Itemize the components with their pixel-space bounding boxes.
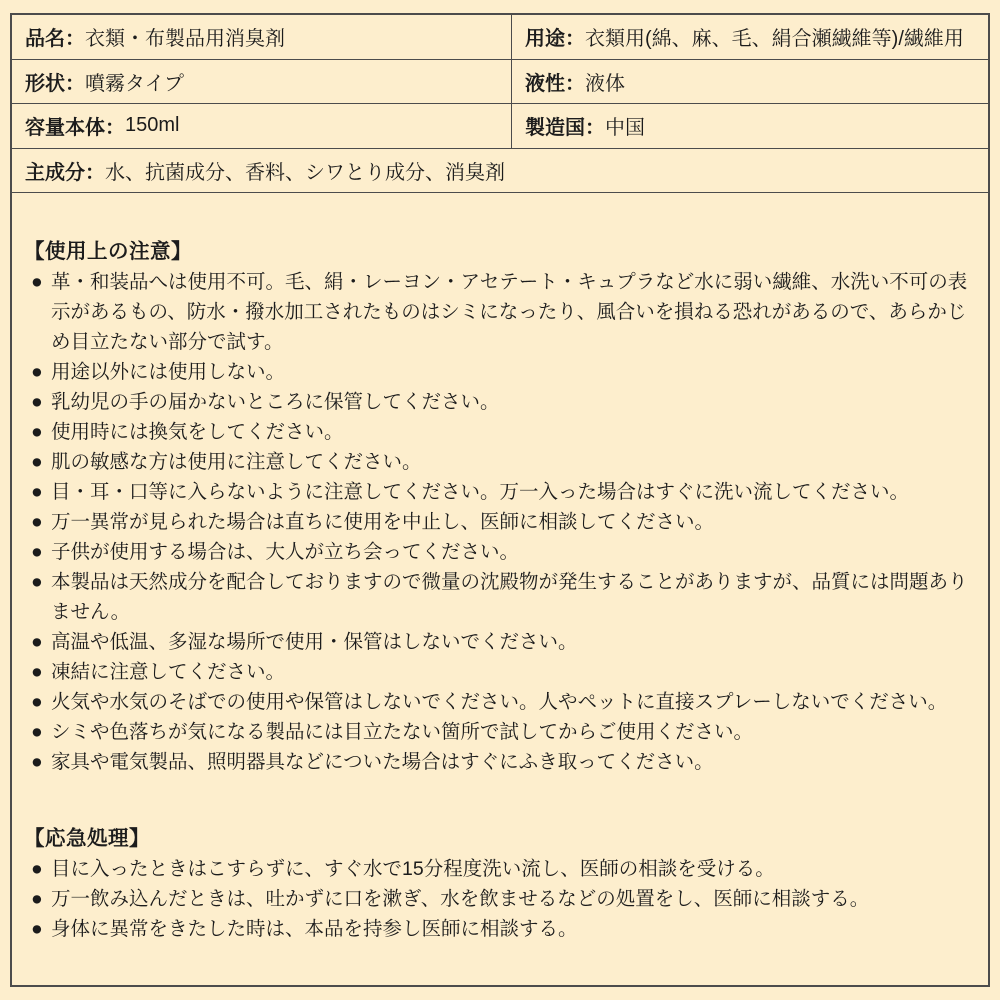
spec-row-2 [12,60,988,105]
spec-row-ingredients [12,149,988,194]
list-item: ● 万一異常が見られた場合は直ちに使用を中止し、医師に相談してください。 [31,507,978,537]
spec-cell-usage [511,15,988,59]
spec-cell-country [511,104,988,148]
spec-label: 用途： [525,28,585,51]
bullet-icon: ● [31,391,43,413]
spec-label: 容量本体： [25,117,125,140]
spec-cell-product-name [12,15,511,59]
section-first-aid [24,824,978,944]
list-item: ● 用途以外には使用しない。 [31,357,978,387]
list-item: ● 子供が使用する場合は、大人が立ち会ってください。 [31,537,978,567]
spec-label: 主成分： [25,161,105,184]
bullet-icon: ● [31,451,43,473]
bullet-icon: ● [31,421,43,443]
bullet-icon: ● [31,271,43,293]
spec-value: 水、抗菌成分、香料、シワとり成分、消臭剤 [105,161,505,184]
section-usage-precautions [24,237,978,777]
list-item: ● 使用時には換気をしてください。 [31,417,978,447]
bullet-icon: ● [31,541,43,563]
label-body [12,237,988,944]
bullet-icon: ● [31,858,43,880]
bullet-icon: ● [31,888,43,910]
list-item: ● シミや色落ちが気になる製品には目立たない箇所で試してからご使用ください。 [31,717,978,747]
spec-value: 150ml [125,114,180,137]
spec-value: 衣類用(綿、麻、毛、絹合瀬繊維等)/繊維用 [585,28,964,51]
spec-label: 製造国： [525,117,605,140]
precaution-list [31,267,978,777]
spec-row-3 [12,104,988,149]
spec-value: 噴霧タイプ [85,72,184,95]
spec-label: 形状： [25,72,85,95]
spec-value: 衣類・布製品用消臭剤 [85,28,285,51]
spec-value: 中国 [605,117,645,140]
list-item: ● 家具や電気製品、照明器具などについた場合はすぐにふき取ってください。 [31,747,978,777]
spec-label: 品名： [25,28,85,51]
list-item: ● 目に入ったときはこすらずに、すぐ水で15分程度洗い流し、医師の相談を受ける。 [31,854,978,884]
bullet-icon: ● [31,511,43,533]
bullet-icon: ● [31,691,43,713]
bullet-icon: ● [31,631,43,653]
list-item: ● 火気や水気のそばでの使用や保管はしないでください。人やペットに直接スプレーしないでください。 [31,687,978,717]
bullet-icon: ● [31,361,43,383]
spec-table [12,15,988,193]
list-item: ● 万一飲み込んだときは、吐かずに口を漱ぎ、水を飲ませるなどの処置をし、医師に相談する。 [31,884,978,914]
list-item: ● 目・耳・口等に入らないように注意してください。万一入った場合はすぐに洗い流してください。 [31,477,978,507]
spec-cell-form [12,60,511,104]
bullet-icon: ● [31,661,43,683]
bullet-icon: ● [31,721,43,743]
spec-cell-liquid-type [511,60,988,104]
spec-row-1 [12,15,988,60]
list-item: ● 肌の敏感な方は使用に注意してください。 [31,447,978,477]
list-item: ● 革・和装品へは使用不可。毛、絹・レーヨン・アセテート・キュプラなど水に弱い繊維、水洗い不可の表示があるもの、防水・撥水加工されたものはシミになったり、風合いを損ねる恐れがあるので、あらかじめ目立たない部分で試す。 [31,267,978,357]
bullet-icon: ● [31,918,43,940]
spec-cell-capacity [12,104,511,148]
section-heading: 【使用上の注意】 [24,240,192,263]
list-item: ● 身体に異常をきたした時は、本品を持参し医師に相談する。 [31,914,978,944]
list-item: ● 高温や低温、多湿な場所で使用・保管はしないでください。 [31,627,978,657]
spec-value: 液体 [585,72,625,95]
list-item: ● 乳幼児の手の届かないところに保管してください。 [31,387,978,417]
list-item: ● 本製品は天然成分を配合しておりますので微量の沈殿物が発生することがありますが、品質には問題ありません。 [31,567,978,627]
section-heading: 【応急処理】 [24,827,150,850]
spec-label: 液性： [525,72,585,95]
spec-cell-ingredients [12,149,988,193]
bullet-icon: ● [31,571,43,593]
first-aid-list [31,854,978,944]
bullet-icon: ● [31,481,43,503]
list-item: ● 凍結に注意してください。 [31,657,978,687]
bullet-icon: ● [31,751,43,773]
content-box [10,13,990,987]
